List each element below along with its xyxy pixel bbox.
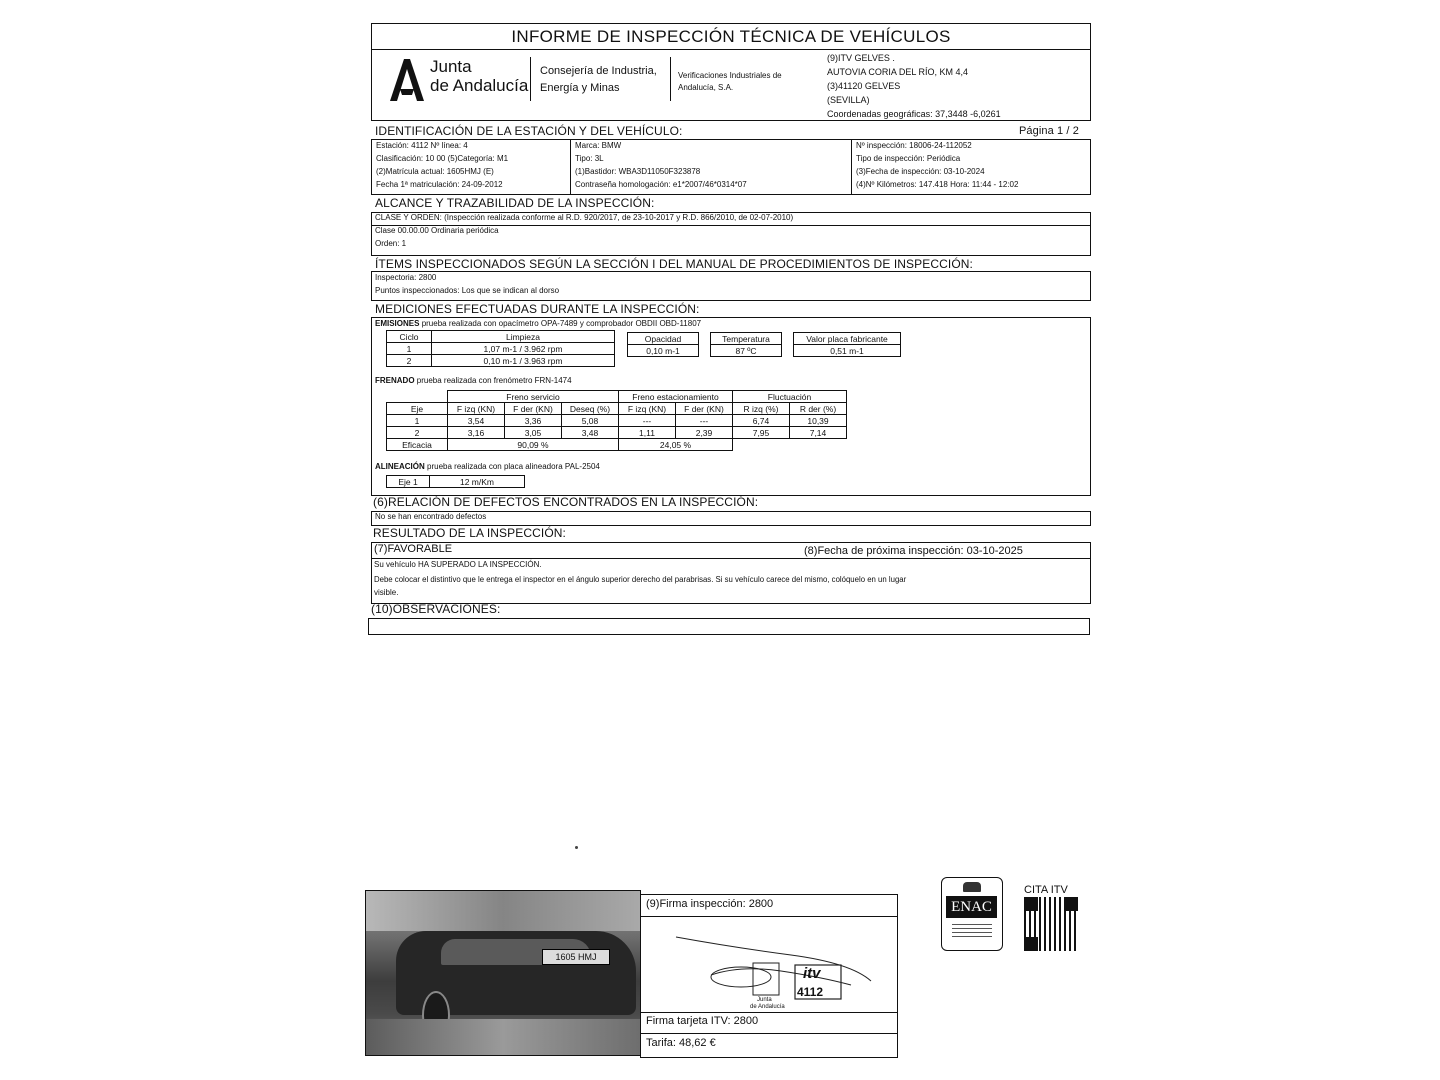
header-box [371,49,1091,121]
divider [641,1033,897,1034]
stamp-text-line1: Junta [757,997,772,1003]
ident-classification: Clasificación: 10 00 (5)Categoría: M1 [376,154,509,163]
license-plate-text: 1605 HMJ [555,952,597,962]
photo-ceiling [366,891,640,931]
divider [570,140,571,194]
opacity-table [627,332,699,357]
emissions-header-cycle: Ciclo [387,331,432,343]
ident-station: Estación: 4112 Nº línea: 4 [376,141,468,150]
scan-speck [575,846,578,849]
table-row [711,345,782,357]
ident-kilometers: (4)Nº Kilómetros: 147.418 Hora: 11:44 - 12:02 [856,180,1019,189]
table-row [794,345,901,357]
station-postcode: (3)41120 GELVES [827,81,901,91]
result-verdict: (7)FAVORABLE [374,543,453,555]
emissions-cycle-2: 2 [387,355,432,367]
table-row [387,476,525,488]
braking-header-fluct-left: R izq (%) [733,403,790,415]
stamp-text-line2: de Andalucía [750,1004,785,1010]
items-points: Puntos inspeccionados: Los que se indican al dorso [375,286,560,295]
service-brake-header: Freno servicio [448,391,619,403]
emissions-cleaning-1: 1,07 m-1 / 3.962 rpm [432,343,615,355]
scope-order: Orden: 1 [375,239,407,248]
divider [851,140,852,194]
cita-itv-label: CITA ITV [1024,884,1068,896]
braking-label: FRENADO [375,376,415,385]
efficiency-service: 90,09 % [448,439,619,451]
braking-header-service-left: F izq (KN) [448,403,505,415]
document-title: INFORME DE INSPECCIÓN TÉCNICA DE VEHÍCULOS [511,27,951,46]
ident-plate: (2)Matrícula actual: 1605HMJ (E) [376,167,494,176]
table-row [794,333,901,345]
stamp-itv-number: 4112 [797,985,824,999]
result-line2: Debe colocar el distintivo que le entrega el inspector en el ángulo superior derecho del parabrisas. Si su vehículo carece del mismo, colóquelo en un lugar [374,575,907,584]
table-row [387,427,847,439]
emissions-header-cleaning: Limpieza [432,331,615,343]
opacity-value: 0,10 m-1 [628,345,699,357]
braking-cell: 1 [387,415,448,427]
braking-cell: 3,05 [505,427,562,439]
braking-cell: 5,08 [562,415,619,427]
emissions-table [386,330,615,367]
defects-text: No se han encontrado defectos [375,512,487,521]
company-line1: Verificaciones Industriales de [678,71,782,80]
enac-crown-icon [963,882,981,892]
table-row [387,415,847,427]
braking-line [375,376,572,385]
vehicle-photo [365,890,641,1056]
divider [530,57,531,101]
temperature-value: 87 ºC [711,345,782,357]
ident-inspection-number: Nº inspección: 18006-24-112052 [856,141,972,150]
station-road: AUTOVIA CORIA DEL RÍO, KM 4,4 [827,67,969,77]
braking-header-imbalance: Deseq (%) [562,403,619,415]
scope-class: Clase 00.00.00 Ordinaria periódica [375,226,499,235]
signature-panel [640,894,898,1058]
ident-first-registration: Fecha 1ª matriculación: 24-09-2012 [376,180,503,189]
emissions-label: EMISIONES [375,319,420,328]
station-coordinates: Coordenadas geográficas: 37,3448 -6,0261 [827,109,1001,119]
enac-band [946,896,997,918]
title-box [371,23,1091,50]
alignment-value: 12 m/Km [430,476,525,488]
divider [372,558,1090,559]
braking-cell: 6,74 [733,415,790,427]
braking-header-parking-right: F der (KN) [676,403,733,415]
braking-cell: 3,48 [562,427,619,439]
plate-value-table [793,332,901,357]
table-row [387,391,847,403]
table-row [628,333,699,345]
result-line1: Su vehículo HA SUPERADO LA INSPECCIÓN. [374,560,542,569]
license-plate [542,949,610,965]
section-measurements-heading: MEDICIONES EFECTUADAS DURANTE LA INSPECCIÓN: [375,302,700,316]
alignment-line [375,462,600,471]
ident-brand: Marca: BMW [575,141,622,150]
table-row [387,331,615,343]
divider [641,916,897,917]
card-signature-label: Firma tarjeta ITV: 2800 [646,1015,759,1027]
section-scope-heading: ALCANCE Y TRAZABILIDAD DE LA INSPECCIÓN: [375,196,655,210]
table-row [711,333,782,345]
alignment-table [386,475,525,488]
section-identification-heading: IDENTIFICACIÓN DE LA ESTACIÓN Y DEL VEHÍCULO: [375,124,683,138]
plate-value-value: 0,51 m-1 [794,345,901,357]
efficiency-label: Eficacia [387,439,448,451]
observations-box [368,618,1090,635]
temperature-label: Temperatura [711,333,782,345]
emissions-cycle-1: 1 [387,343,432,355]
department-line1: Consejería de Industria, [540,65,657,77]
items-inspector: Inspectoria: 2800 [375,273,437,282]
result-box [371,542,1091,604]
section-observations-heading: (10)OBSERVACIONES: [371,602,501,616]
braking-table [386,390,847,451]
result-line3: visible. [374,588,399,597]
table-row [387,439,847,451]
empty-cell [387,391,448,403]
braking-description: prueba realizada con frenómetro FRN-1474 [416,376,572,385]
station-name: (9)ITV GELVES . [827,53,895,63]
braking-header-service-right: F der (KN) [505,403,562,415]
braking-cell: 1,11 [619,427,676,439]
divider [670,57,671,101]
plate-value-label: Valor placa fabricante [794,333,901,345]
braking-cell: --- [619,415,676,427]
braking-cell: 3,16 [448,427,505,439]
table-row [628,345,699,357]
table-row [387,355,615,367]
enac-text: ENAC [951,899,992,915]
next-inspection-date: (8)Fecha de próxima inspección: 03-10-2025 [804,545,1023,557]
company-line2: Andalucía, S.A. [678,83,734,92]
braking-cell: 7,14 [790,427,847,439]
enac-seal [941,877,1003,951]
braking-cell: 10,39 [790,415,847,427]
section-result-heading: RESULTADO DE LA INSPECCIÓN: [373,526,566,540]
identification-box [371,139,1091,195]
emissions-cleaning-2: 0,10 m-1 / 3.963 rpm [432,355,615,367]
alignment-axle: Eje 1 [387,476,430,488]
qr-code-icon[interactable] [1024,897,1078,951]
emissions-line [375,319,701,328]
scope-class-box [371,212,1091,226]
logo-line2: de Andalucía [430,76,529,95]
alignment-label: ALINEACIÓN [375,462,425,471]
braking-cell: 2,39 [676,427,733,439]
ident-homologation: Contraseña homologación: e1*2007/46*0314*07 [575,180,747,189]
junta-andalucia-logo-icon [386,55,428,103]
ident-vin: (1)Bastidor: WBA3D11050F323878 [575,167,701,176]
empty-cell [733,439,847,451]
table-row [387,403,847,415]
table-row [387,343,615,355]
braking-cell: --- [676,415,733,427]
signature-stamp-icon [671,925,881,1015]
logo-line1: Junta [430,57,472,76]
scope-detail-box [371,225,1091,256]
divider [641,1012,897,1013]
photo-floor [366,1019,640,1056]
braking-cell: 7,95 [733,427,790,439]
defects-box [371,511,1091,526]
measurements-box [371,317,1091,496]
items-box [371,271,1091,301]
section-defects-heading: (6)RELACIÓN DE DEFECTOS ENCONTRADOS EN LA INSPECCIÓN: [373,495,759,509]
fluctuation-header: Fluctuación [733,391,847,403]
stamp-itv-text: itv [803,965,821,982]
ident-type: Tipo: 3L [575,154,604,163]
braking-header-fluct-right: R der (%) [790,403,847,415]
page-number: Página 1 / 2 [1019,125,1079,137]
opacity-label: Opacidad [628,333,699,345]
emissions-description: prueba realizada con opacímetro OPA-7489 y comprobador OBDII OBD-11807 [421,319,702,328]
braking-cell: 2 [387,427,448,439]
fee-label: Tarifa: 48,62 € [646,1037,716,1049]
enac-fine-print [952,924,992,940]
department-line2: Energía y Minas [540,82,620,94]
braking-cell: 3,36 [505,415,562,427]
ident-inspection-date: (3)Fecha de inspección: 03-10-2024 [856,167,985,176]
temperature-table [710,332,782,357]
station-province: (SEVILLA) [827,95,870,105]
braking-header-parking-left: F izq (KN) [619,403,676,415]
ident-inspection-type: Tipo de inspección: Periódica [856,154,961,163]
braking-header-axle: Eje [387,403,448,415]
section-items-heading: ÍTEMS INSPECCIONADOS SEGÚN LA SECCIÓN I DEL MANUAL DE PROCEDIMIENTOS DE INSPECCIÓN: [375,257,973,271]
efficiency-parking: 24,05 % [619,439,733,451]
parking-brake-header: Freno estacionamiento [619,391,733,403]
alignment-description: prueba realizada con placa alineadora PAL-2504 [427,462,600,471]
scope-class-order: CLASE Y ORDEN: (Inspección realizada conforme al R.D. 920/2017, de 23-10-2017 y R.D. 866/2010, de 02-07-2010) [375,213,794,222]
braking-cell: 3,54 [448,415,505,427]
signature-label: (9)Firma inspección: 2800 [646,898,774,910]
